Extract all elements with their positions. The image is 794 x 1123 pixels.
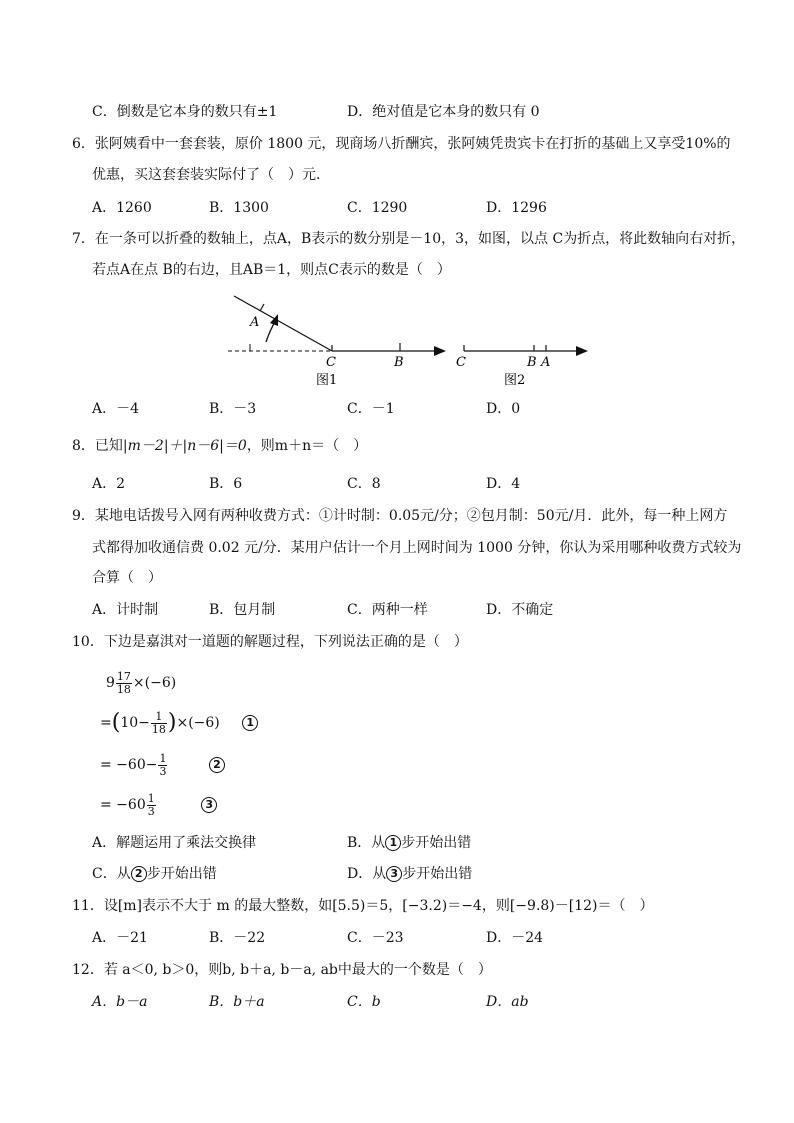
q10-step0-fraction: [116, 671, 132, 696]
frac-num: 1: [147, 791, 155, 805]
frac-den: 18: [151, 722, 166, 736]
q6-stem-line1: 6．张阿姨看中一套套装，原价 1800 元，现商场八折酬宾，张阿姨凭贵宾卡在打折的基础上又享受10%的: [72, 136, 731, 152]
q10-option-b-pre: B．从: [347, 835, 386, 851]
q10-step-0: [106, 668, 176, 698]
q5-option-c: C．倒数是它本身的数只有±1: [92, 104, 278, 120]
q10-step2-fraction: [158, 753, 167, 778]
q10-step3-pre: = −60: [100, 797, 146, 813]
frac-den: 3: [147, 804, 155, 818]
q5-option-d: D．绝对值是它本身的数只有 0: [347, 104, 540, 120]
fig1-arrowhead: [434, 346, 446, 356]
q10-option-b-post: 步开始出错: [401, 835, 472, 851]
q10-step3-fraction: [147, 793, 156, 818]
q10-step2-mark: 2: [209, 757, 225, 773]
q7-stem-line1: 7．在一条可以折叠的数轴上，点A，B表示的数分别是－10，3，如图，以点 C为折点，将此数轴向右对折，: [72, 231, 746, 247]
q10-step1-paren-close: ): [167, 710, 177, 735]
fig1-label-a: A: [250, 315, 260, 330]
q11-option-d: D．－24: [486, 930, 544, 946]
q10-option-d-mark: 3: [386, 866, 402, 882]
q7-option-a: A．－4: [92, 401, 140, 417]
q10-step3-mark: 3: [201, 797, 217, 813]
q10-step-3: [100, 790, 217, 820]
fig1-label-b: B: [394, 355, 404, 370]
q10-option-c: [92, 864, 217, 884]
q9-option-a: A．计时制: [92, 602, 159, 618]
q10-option-c-pre: C．从: [92, 866, 131, 882]
q6-option-a: A．1260: [92, 200, 152, 216]
q10-option-d: [347, 864, 472, 884]
frac-num: 17: [116, 669, 131, 683]
q9-option-b: B．包月制: [209, 602, 276, 618]
q11-option-c: C．－23: [347, 930, 404, 946]
frac-den: 18: [116, 682, 131, 696]
q10-step1-paren-open: (: [111, 710, 121, 735]
q10-step-1: [100, 708, 258, 738]
q10-step1-fraction: [151, 711, 167, 736]
q10-option-d-post: 步开始出错: [402, 866, 473, 882]
q8-stem: [72, 436, 367, 456]
fig1-caption: 图1: [316, 373, 338, 388]
q10-option-a: A．解题运用了乘法交换律: [92, 835, 257, 851]
q10-option-b: [347, 833, 471, 853]
fig2-label-c: C: [456, 355, 466, 370]
fig1-tick-a: [260, 304, 264, 311]
q9-stem-line3: 合算（ ）: [92, 570, 162, 586]
q10-step1-rest: ×(−6): [176, 715, 220, 731]
q9-stem-line2: 式都得加收通信费 0.02 元/分．某用户估计一个月上网时间为 1000 分钟，你认为采用哪种收费方式较为: [92, 540, 742, 556]
q9-stem-line1: 9．某地电话拨号入网有两种收费方式：①计时制：0.05元/分；②包月制：50元/月．此外，每一种上网方: [72, 508, 728, 524]
q12-option-b: B．b＋a: [209, 994, 265, 1010]
q10-stem: 10．下边是嘉淇对一道题的解题过程，下列说法正确的是（ ）: [72, 634, 468, 650]
q10-step0-rest: ×(−6): [132, 675, 177, 691]
q10-step0-whole: 9: [106, 675, 115, 691]
q6-option-d: D．1296: [486, 200, 547, 216]
frac-num: 1: [159, 751, 167, 765]
q10-option-c-mark: 2: [131, 866, 147, 882]
q8-option-c: C．8: [347, 476, 381, 492]
fig2-label-b: B: [527, 355, 537, 370]
fig1-label-c: C: [326, 355, 336, 370]
q11-option-a: A．－21: [92, 930, 148, 946]
fig1-fold-arrow-head: [270, 314, 278, 326]
q11-stem: 11．设[m]表示不大于 m 的最大整数，如[5.5)＝5，[−3.2)＝−4，则[−9.8)－[12)＝（ ）: [72, 898, 654, 914]
q11-option-b: B．－22: [209, 930, 266, 946]
fig2-caption: 图2: [504, 373, 526, 388]
frac-den: 3: [159, 764, 167, 778]
q8-option-b: B．6: [209, 476, 243, 492]
q8-suffix: ，则m＋n＝（ ）: [246, 438, 368, 454]
q10-step-2: [100, 750, 225, 780]
q7-folding-number-line-figure: [220, 288, 600, 388]
q6-option-c: C．1290: [347, 200, 408, 216]
q10-option-c-post: 步开始出错: [146, 866, 217, 882]
q12-option-a: A．b－a: [92, 994, 148, 1010]
q10-step1-pre: =: [100, 715, 112, 731]
q10-step1-a: 10−: [120, 715, 150, 731]
fig1-folded-segment: [234, 296, 332, 351]
q8-option-d: D．4: [486, 476, 521, 492]
q9-option-d: D．不确定: [486, 602, 554, 618]
q6-option-b: B．1300: [209, 200, 269, 216]
q10-step1-mark: 1: [242, 715, 258, 731]
q10-option-b-mark: 1: [385, 835, 401, 851]
q6-stem-line2: 优惠，买这套套装实际付了（ ）元．: [92, 167, 330, 183]
q7-option-b: B．－3: [209, 401, 257, 417]
q7-stem-line2: 若点A在点 B的右边，且AB＝1，则点C表示的数是（ ）: [92, 262, 451, 278]
q8-expression: |m－2|＋|n－6|＝0: [122, 438, 247, 454]
q7-option-c: C．－1: [347, 401, 395, 417]
frac-num: 1: [151, 711, 167, 724]
q8-option-a: A．2: [92, 476, 126, 492]
q8-prefix: 8．已知: [72, 438, 123, 454]
fig2-label-a: A: [541, 355, 551, 370]
fig2-arrowhead: [576, 346, 588, 356]
q12-stem: 12．若 a＜0, b＞0，则b, b＋a, b－a, ab中最大的一个数是（ ）: [72, 962, 492, 978]
q10-step2-pre: = −60−: [100, 757, 158, 773]
q10-option-d-pre: D．从: [347, 866, 387, 882]
q7-option-d: D．0: [486, 401, 521, 417]
q9-option-c: C．两种一样: [347, 602, 428, 618]
q12-option-d: D．ab: [486, 994, 529, 1010]
q12-option-c: C．b: [347, 994, 381, 1010]
